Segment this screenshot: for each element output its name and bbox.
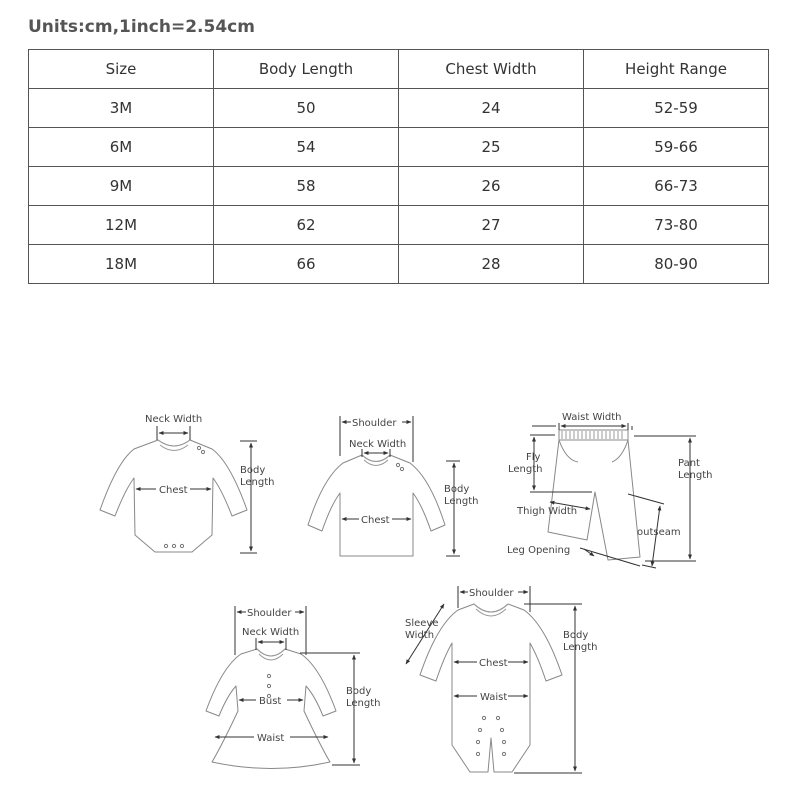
top-body-length-label: Body xyxy=(444,484,470,495)
top-neck-width-label: Neck Width xyxy=(349,439,407,450)
top-chest-label: Chest xyxy=(361,515,390,526)
cell-chest-width: 26 xyxy=(399,167,584,206)
bodysuit-chest-label: Chest xyxy=(159,485,188,496)
dress-outline xyxy=(206,649,336,769)
romper-waist-label: Waist xyxy=(480,692,508,703)
top-diagram xyxy=(308,416,479,556)
romper-sleeve-width-label-2: Width xyxy=(405,630,435,641)
romper-outline xyxy=(420,604,562,772)
top-outline xyxy=(308,455,445,556)
dress-body-length-label: Body xyxy=(346,686,372,697)
romper-diagram xyxy=(405,586,598,773)
romper-body-length-label: Body xyxy=(563,630,589,641)
cell-size: 6M xyxy=(29,128,214,167)
cell-body-length: 58 xyxy=(214,167,399,206)
pants-pant-length-label-2: Length xyxy=(678,470,713,481)
cell-size: 9M xyxy=(29,167,214,206)
cell-chest-width: 25 xyxy=(399,128,584,167)
cell-body-length: 54 xyxy=(214,128,399,167)
cell-height-range: 73-80 xyxy=(584,206,769,245)
cell-size: 12M xyxy=(29,206,214,245)
dress-bust-label: Bust xyxy=(259,696,282,707)
bodysuit-diagram xyxy=(100,414,275,553)
dress-body-length-label-2: Length xyxy=(346,698,381,709)
cell-height-range: 52-59 xyxy=(584,89,769,128)
pants-leg-opening-label: Leg Opening xyxy=(507,545,571,556)
cell-chest-width: 28 xyxy=(399,245,584,284)
cell-size: 18M xyxy=(29,245,214,284)
top-body-length-label-2: Length xyxy=(444,496,479,507)
pants-outseam-label: outseam xyxy=(637,527,681,538)
bodysuit-neck-rib xyxy=(158,440,190,451)
romper-sleeve-width-label: Sleeve xyxy=(405,618,439,629)
bodysuit-outline xyxy=(100,440,247,552)
cell-height-range: 80-90 xyxy=(584,245,769,284)
top-neck-rib xyxy=(362,455,390,466)
cell-chest-width: 24 xyxy=(399,89,584,128)
cell-height-range: 59-66 xyxy=(584,128,769,167)
cell-body-length: 62 xyxy=(214,206,399,245)
header-height-range: Height Range xyxy=(584,50,769,89)
units-note: Units:cm,1inch=2.54cm xyxy=(28,17,255,37)
bodysuit-body-length-label-2: Length xyxy=(240,477,275,488)
dress-neck-rib xyxy=(257,649,285,660)
cell-chest-width: 27 xyxy=(399,206,584,245)
romper-neck-rib xyxy=(474,604,508,616)
bodysuit-neck-width-label: Neck Width xyxy=(145,414,203,425)
pants-fly-length-label-2: Length xyxy=(508,464,543,475)
pants-diagram xyxy=(507,412,713,568)
romper-chest-label: Chest xyxy=(479,658,508,669)
cell-body-length: 66 xyxy=(214,245,399,284)
bodysuit-body-length-label: Body xyxy=(240,465,266,476)
romper-body-length-label-2: Length xyxy=(563,642,598,653)
cell-body-length: 50 xyxy=(214,89,399,128)
dress-shoulder-label: Shoulder xyxy=(247,608,292,619)
pants-outline xyxy=(548,440,640,560)
romper-shoulder-label: Shoulder xyxy=(469,588,514,599)
header-chest-width: Chest Width xyxy=(399,50,584,89)
pants-pant-length-label: Pant xyxy=(678,458,700,469)
pants-thigh-width-label: Thigh Width xyxy=(517,506,578,517)
pants-fly-length-label: Fly xyxy=(526,452,541,463)
top-shoulder-label: Shoulder xyxy=(352,418,397,429)
dress-neck-width-label: Neck Width xyxy=(242,627,300,638)
header-size: Size xyxy=(29,50,214,89)
pants-waist-width-label: Waist Width xyxy=(562,412,622,423)
cell-height-range: 66-73 xyxy=(584,167,769,206)
cell-size: 3M xyxy=(29,89,214,128)
dress-diagram xyxy=(206,606,381,769)
dress-waist-label: Waist xyxy=(257,733,285,744)
header-body-length: Body Length xyxy=(214,50,399,89)
